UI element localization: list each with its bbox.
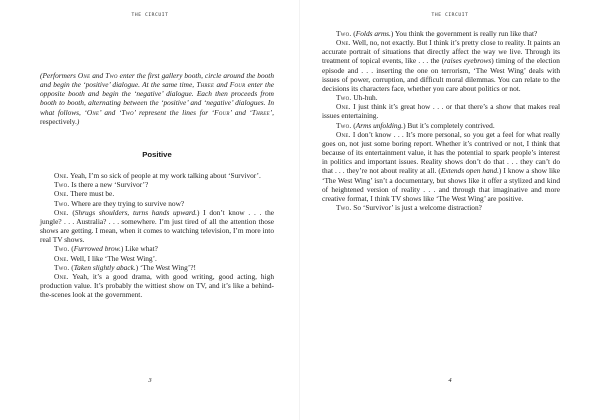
dialogue-line: Two. So ‘Survivor’ is just a welcome distraction? — [336, 202, 482, 212]
dialogue-line: Two. Where are they trying to survive now? — [54, 198, 185, 208]
stage-direction-inline: Taken slightly aback. — [73, 262, 136, 272]
dialogue-line: One. (Shrugs shoulders, turns hands upward.) I don’t know . . . the jungle? . . . Australia? . . . somewhere. I’m just tired of all the attention those shows are getting. I mean, when it comes to watching television, I’m more into real TV shows. — [40, 207, 275, 245]
role-three: Three — [196, 80, 215, 90]
dialogue-line: One. Well, I like ‘The West Wing’. — [54, 253, 157, 263]
stage-direction-inline: Shrugs shoulders, turns hands upward. — [74, 207, 198, 217]
page-number-right: 4 — [448, 377, 452, 384]
dialogue-line: Two. (Taken slightly aback.) ‘The West Wing’?! — [54, 262, 196, 272]
role-two: Two — [105, 71, 118, 80]
stage-direction-inline: Arms unfolding. — [355, 120, 404, 130]
stage-direction-inline: Folds arms. — [355, 29, 391, 38]
role-four: Four — [229, 80, 246, 90]
dialogue-line: One. I don’t know . . . It’s more personal, so you get a feel for what really goes on, not just some boring report. Whether it’s contrived or not, I think that because of its entertainment value, it has the potential to spark people’s interest in politics and important issues. Reality shows don’t do that . . . they can’t do that . . . they’re not about reality at all. (Extends open hand.) I know a show like ‘The West Wing’ isn’t a documentary, but shows like it offer a stylized and kind of heightened version of reality . . . and through that imaginative and more creative format, I think TV shows like ‘The West Wing’ are positive. — [322, 129, 560, 203]
role-one: One — [77, 71, 91, 80]
dialogue-line: Two. (Arms unfolding.) But it’s completely contrived. — [336, 120, 495, 130]
left-page-body — [40, 71, 274, 299]
stage-direction-inline: raises eyebrows — [444, 56, 492, 66]
page-number-left: 3 — [148, 377, 152, 384]
dialogue-line: One. There must be. — [54, 189, 115, 199]
dialogue-line: Two. Uh-huh. — [336, 93, 378, 103]
dialogue-line: One. I just think it’s great how . . . or that there’s a show that makes real issues entertaining. — [322, 102, 560, 121]
running-head-left: THE CIRCUIT — [131, 13, 169, 18]
running-head-right: THE CIRCUIT — [431, 13, 469, 18]
stage-direction-inline: Furrowed brow. — [73, 244, 121, 254]
dialogue-line: One. Yeah, it’s a good drama, with good writing, good acting, high production value. It’s probably the wittiest show on TV, and it’s like a behind-the-scenes look at the government. — [40, 271, 274, 300]
dialogue-line: Two. Is there a new ‘Survivor’? — [54, 180, 149, 190]
stage-direction: (Performers One and Two enter the first gallery booth, circle around the booth and begin the ‘positive’ dialogue. At the same time, Three and Four enter the opposite booth and begin the ‘negative’ dialogue. Each then proceeds from booth to booth, alternating between the ‘positive’ and ‘negative’ dialogues. In what follows, ‘One’ and ‘Two’ represent the lines for ‘Four’ and ‘Three’, respectively.) — [40, 71, 275, 126]
dialogue-line: One. Well, no, not exactly. But I think it’s pretty close to reality. It paints an accurate portrait of situations that directly affect the way we live. Through its treatment of topical events, like . . . the (raises eyebrows) timing of the election episode and . . . inserting the one on terrorism, ‘The West Wing’ deals with issues of power, corruption, and difficult moral dilemmas. You can relate to the decisions its characters face, whether you care about politics or not. — [322, 38, 560, 93]
dialogue-line: One. Yeah, I’m so sick of people at my work talking about ‘Survivor’. — [54, 171, 261, 181]
stage-direction-inline: Extends open hand. — [440, 166, 499, 176]
dialogue-line: Two. (Folds arms.) You think the government is really run like that? — [336, 29, 538, 38]
right-page-body — [322, 29, 560, 212]
dialogue-line: Two. (Furrowed brow.) Like what? — [54, 244, 158, 254]
section-heading: Positive — [142, 149, 172, 159]
